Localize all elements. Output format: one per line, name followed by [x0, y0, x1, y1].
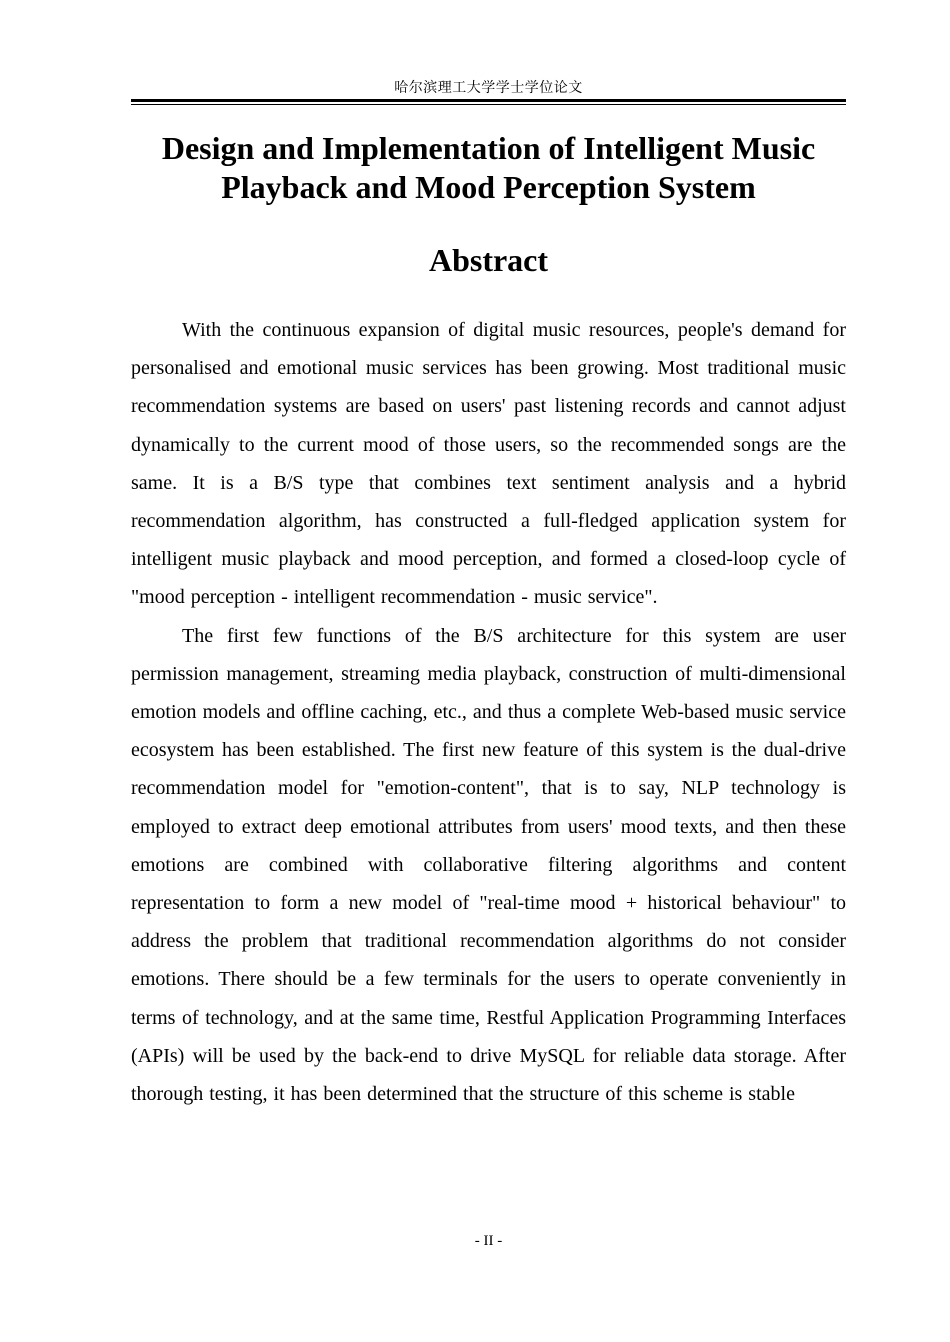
abstract-heading: Abstract [428, 242, 549, 278]
header-rule-thin [131, 104, 846, 105]
header-rule-thick [131, 99, 846, 102]
thesis-title: Design and Implementation of Intelligent Music Playback and Mood Perception System [161, 130, 816, 205]
abstract-paragraph-2: The first few functions of the B/S architecture for this system are user permission management, streaming media playback, construction of multi-dimensional emotion models and offline caching, etc., and thus a complete Web-based music service ecosystem has been established. The first new feature of this system is the dual-drive recommendation model for "emotion-content", that is to say, NLP technology is employed to extract deep emotional attributes from users' mood texts, and then these emotions are combined with collaborative filtering algorithms and content representation to form a new model of "real-time mood + historical behaviour" to address the problem that traditional recommendation algorithms do not consider emotions. There should be a few terminals for the users to operate conveniently in terms of technology, and at the same time, Restful Application Programming Interfaces (APIs) will be used by the back-end to drive MySQL for reliable data storage. After thorough testing, it has been determined that the structure of this scheme is stable [131, 624, 846, 1106]
page-number: - II - [474, 1233, 503, 1249]
abstract-paragraph-1: With the continuous expansion of digital music resources, people's demand for personalised and emotional music services has been growing. Most traditional music recommendation systems are based on users' past listening records and cannot adjust dynamically to the current mood of those users, so the recommended songs are the same. It is a B/S type that combines text sentiment analysis and a hybrid recommendation algorithm, has constructed a full-fledged application system for intelligent music playback and mood perception, and formed a closed-loop cycle of "mood perception - intelligent recommendation - music service". [131, 319, 846, 609]
running-header: 哈尔滨理工大学学士学位论文 [394, 80, 583, 96]
abstract-body [131, 311, 846, 1113]
